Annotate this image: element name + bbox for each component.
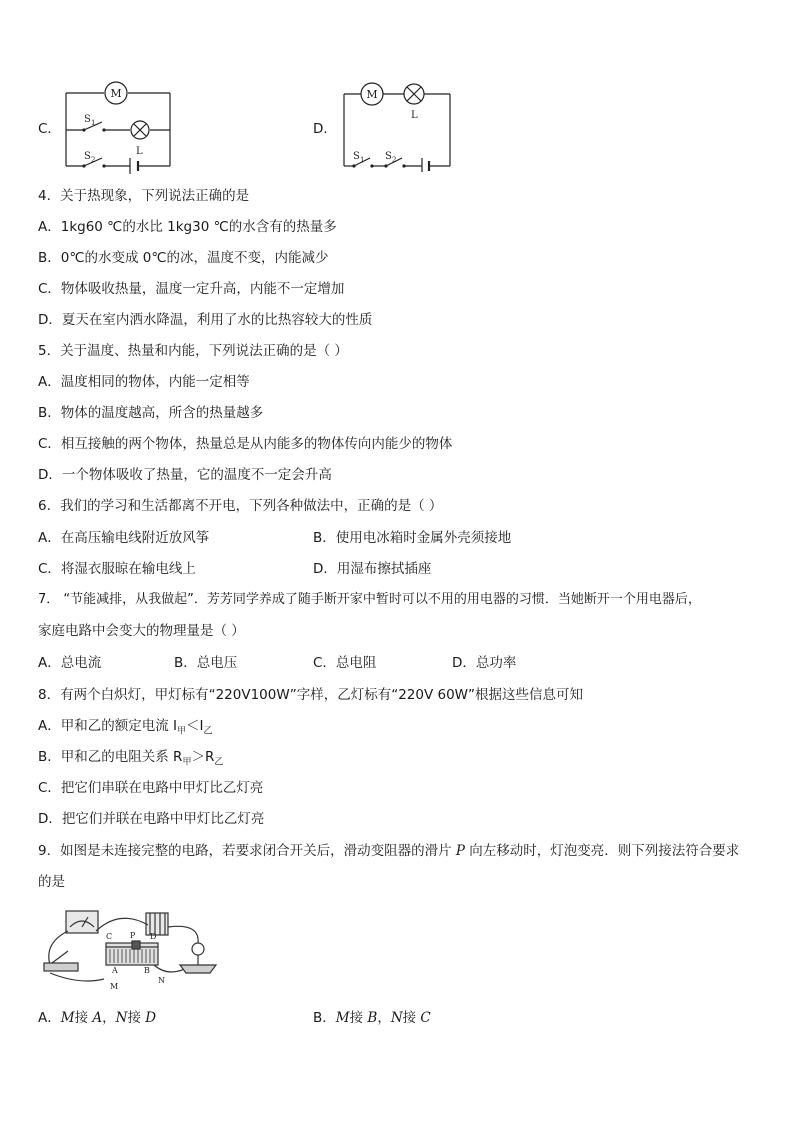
q8-b-sub-jia: 甲: [182, 757, 192, 768]
q6-option-a: A．在高压输电线附近放风筝: [38, 530, 210, 546]
fig-wire-m: M: [110, 982, 119, 991]
q8-option-c: C．把它们串联在电路中甲灯比乙灯亮: [38, 780, 264, 796]
switch-s2-sub-d: 2: [392, 156, 397, 164]
q7-option-b: B．总电压: [174, 655, 238, 671]
switch-s1-label-d: S: [353, 151, 360, 162]
q9-stem-pre: 9．如图是未连接完整的电路，若要求闭合开关后，滑动变阻器的滑片: [38, 843, 456, 859]
fig-wire-n: N: [158, 976, 165, 985]
switch-s2-label-c: S: [84, 151, 91, 162]
q8-option-d: D．把它们并联在电路中甲灯比乙灯亮: [38, 811, 265, 827]
fig-terminal-b: B: [144, 966, 150, 975]
q9-stem-line1: [38, 842, 739, 860]
q8-b-sub-yi: 乙: [214, 757, 224, 768]
switch-s2-sub-c: 2: [91, 156, 96, 164]
q9-option-a: [38, 1009, 156, 1027]
switch-s1-label-c: S: [84, 114, 91, 125]
lamp-label-d: L: [411, 110, 418, 121]
q9-a-t1: 接: [74, 1010, 93, 1026]
q9-a-m: M: [60, 1010, 75, 1026]
q5-option-a: A．温度相同的物体，内能一定相等: [38, 374, 250, 390]
q8-stem: 8．有两个白炽灯，甲灯标有“220V100W”字样，乙灯标有“220V 60W”根据这些信息可知: [38, 687, 584, 703]
q9-b-t2: ，: [377, 1010, 391, 1026]
circuit-diagram-c: [58, 78, 178, 174]
q7-option-a: A．总电流: [38, 655, 102, 671]
q9-b-b: B: [367, 1010, 378, 1026]
q9-a-t2: ，: [102, 1010, 116, 1026]
fig-terminal-a: A: [112, 966, 118, 975]
fig-slider-p: P: [130, 931, 136, 940]
q8-a-sub-yi: 乙: [203, 726, 213, 737]
q9-b-n: N: [390, 1010, 403, 1026]
q9-a-t3: 接: [127, 1010, 146, 1026]
q4-stem: 4．关于热现象，下列说法正确的是: [38, 188, 250, 204]
motor-label-c: M: [110, 87, 122, 100]
q7-stem-line1: 7． “节能减排，从我做起”．芳芳同学养成了随手断开家中暂时可以不用的用电器的习惯．当她断开一个用电器后，: [38, 592, 701, 607]
q6-option-c: C．将湿衣服晾在输电线上: [38, 561, 196, 577]
fig-terminal-d: D: [150, 932, 157, 941]
q8-a-mid: ＜I: [186, 718, 204, 734]
q8-b-text: B．甲和乙的电阻关系 R: [38, 749, 183, 765]
circuit-apparatus-figure: [40, 903, 220, 995]
q6-option-d: D．用湿布擦拭插座: [313, 561, 432, 577]
q7-option-c: C．总电阻: [313, 655, 377, 671]
q9-b-t3: 接: [402, 1010, 421, 1026]
q9-b-m: M: [335, 1010, 350, 1026]
q4-option-d: D．夏天在室内洒水降温，利用了水的比热容较大的性质: [38, 312, 373, 328]
q4-option-b: B．0℃的水变成 0℃的冰，温度不变，内能减少: [38, 250, 329, 266]
motor-label-d: M: [366, 88, 378, 101]
q9-a-a: A: [92, 1010, 103, 1026]
q8-b-mid: ＞R: [191, 749, 215, 765]
q8-option-a: [38, 717, 213, 741]
switch-s1-sub-d: 1: [360, 156, 365, 164]
fig-terminal-c: C: [106, 932, 113, 941]
q9-stem-line2: 的是: [38, 874, 65, 890]
q9-b-label: B．: [313, 1010, 336, 1026]
q8-a-text: A．甲和乙的额定电流 I: [38, 718, 178, 734]
q9-stem-p: P: [455, 843, 465, 859]
circuit-diagram-d: [336, 80, 456, 172]
q5-option-b: B．物体的温度越高，所含的热量越多: [38, 405, 264, 421]
switch-s1-sub-c: 1: [91, 119, 96, 127]
q4-option-c: C．物体吸收热量，温度一定升高，内能不一定增加: [38, 281, 345, 297]
q4-option-a: A．1kg60 ℃的水比 1kg30 ℃的水含有的热量多: [38, 219, 337, 235]
q5-option-c: C．相互接触的两个物体，热量总是从内能多的物体传向内能少的物体: [38, 436, 453, 452]
option-c-label: C．: [38, 121, 61, 137]
q7-stem-line2: 家庭电路中会变大的物理量是（ ）: [38, 623, 245, 639]
q9-b-c: C: [420, 1010, 431, 1026]
q5-stem: 5．关于温度、热量和内能，下列说法正确的是（ ）: [38, 343, 348, 359]
option-d-label: D．: [313, 121, 337, 137]
q6-option-b: B．使用电冰箱时金属外壳须接地: [313, 530, 512, 546]
lamp-label-c: L: [136, 146, 143, 157]
q8-a-sub-jia: 甲: [177, 726, 187, 737]
q9-stem-post: 向左移动时，灯泡变亮．则下列接法符合要求: [464, 843, 740, 859]
q8-option-b: [38, 748, 223, 772]
q9-b-t1: 接: [349, 1010, 368, 1026]
switch-s2-label-d: S: [385, 151, 392, 162]
q9-a-n: N: [115, 1010, 128, 1026]
q9-a-label: A．: [38, 1010, 61, 1026]
q5-option-d: D．一个物体吸收了热量，它的温度不一定会升高: [38, 467, 332, 483]
q7-option-d: D．总功率: [452, 655, 517, 671]
q9-a-d: D: [145, 1010, 157, 1026]
q9-option-b: [313, 1009, 431, 1027]
q6-stem: 6．我们的学习和生活都离不开电，下列各种做法中，正确的是（ ）: [38, 498, 443, 514]
